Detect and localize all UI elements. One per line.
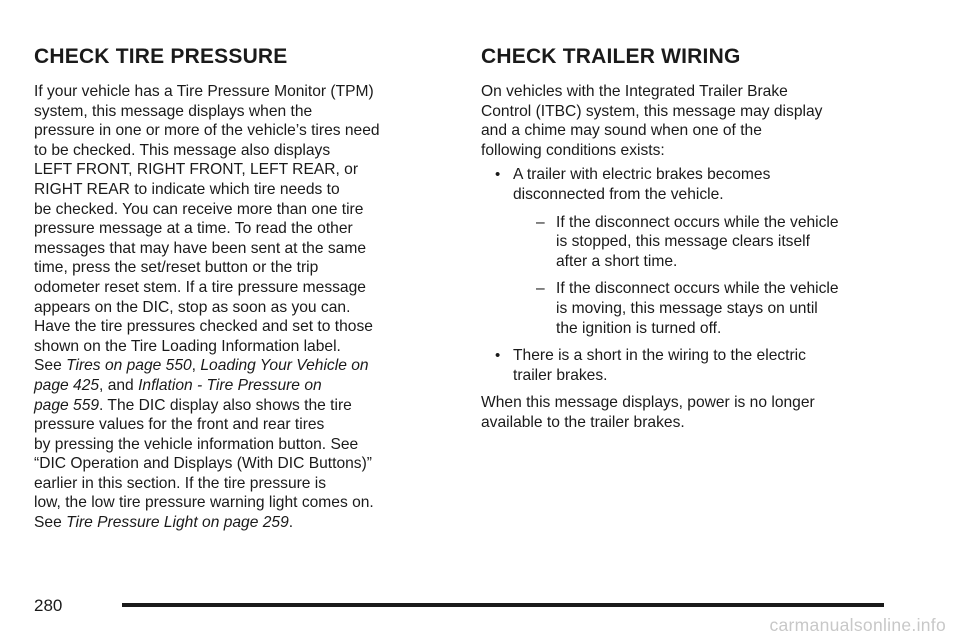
body-line: Have the tire pressures checked and set to those — [34, 318, 373, 336]
bullet-line: There is a short in the wiring to the electric — [513, 347, 806, 365]
ref-tires-link[interactable]: Tires on page 550 — [66, 357, 192, 375]
sub-line: is moving, this message stays on until — [556, 299, 818, 317]
section-title-trailer-wiring: CHECK TRAILER WIRING — [481, 45, 741, 68]
trailer-wiring-body — [481, 82, 911, 433]
body-line — [34, 356, 452, 376]
body-line — [34, 376, 452, 396]
body-line: time, press the set/reset button or the trip — [34, 259, 319, 277]
ref-tire-pressure-light-link[interactable]: Tire Pressure Light on page 259 — [66, 514, 289, 532]
bullet-line: A trailer with electric brakes becomes — [513, 166, 771, 184]
body-line: appears on the DIC, stop as soon as you can. — [34, 298, 351, 316]
bullet-item-short-wiring — [481, 346, 911, 385]
body-line: by pressing the vehicle information button. See — [34, 435, 359, 453]
ref-loading-vehicle-link[interactable]: Loading Your Vehicle on — [200, 357, 369, 375]
sub-item-moving — [481, 279, 911, 338]
body-line: LEFT FRONT, RIGHT FRONT, LEFT REAR, or — [34, 161, 359, 179]
intro-line: On vehicles with the Integrated Trailer Brake — [481, 83, 788, 100]
tire-pressure-body — [34, 82, 452, 533]
page-number: 280 — [34, 596, 63, 615]
body-line — [34, 396, 452, 416]
body-line: messages that may have been sent at the same — [34, 239, 366, 257]
ref-inflation-link[interactable]: Inflation - Tire Pressure on — [138, 376, 322, 394]
body-line: odometer reset stem. If a tire pressure message — [34, 278, 366, 296]
sub-item-stopped — [481, 213, 911, 272]
outro-paragraph — [481, 393, 911, 432]
body-line: earlier in this section. If the tire pressure is — [34, 474, 327, 492]
sub-line: after a short time. — [556, 252, 678, 270]
footer-divider — [122, 603, 884, 607]
body-line: shown on the Tire Loading Information label. — [34, 337, 341, 355]
bullet-dot-icon: • — [495, 166, 501, 184]
body-line: pressure in one or more of the vehicle’s tires need — [34, 122, 380, 140]
body-line: be checked. You can receive more than one tire — [34, 200, 364, 218]
body-line — [34, 513, 452, 533]
section-title-tire-pressure: CHECK TIRE PRESSURE — [34, 45, 288, 68]
comma-text: , — [191, 357, 201, 375]
period-text: . — [288, 514, 294, 532]
sub-line: is stopped, this message clears itself — [556, 233, 810, 251]
body-line: RIGHT REAR to indicate which tire needs to — [34, 180, 340, 198]
body-line: “DIC Operation and Displays (With DIC Buttons)” — [34, 455, 372, 473]
watermark-text: carmanualsonline.info — [769, 615, 946, 635]
body-line: system, this message displays when the — [34, 102, 313, 120]
continuation-text: . The DIC display also shows the tire — [99, 396, 352, 414]
bullet-line: trailer brakes. — [513, 366, 608, 384]
and-text: , and — [99, 376, 139, 394]
bullet-dot-icon: • — [495, 347, 501, 365]
dash-icon: – — [536, 280, 545, 298]
intro-line: following conditions exists: — [481, 141, 665, 159]
bullet-line: disconnected from the vehicle. — [513, 185, 724, 203]
left-column — [34, 44, 452, 533]
outro-line: When this message displays, power is no longer — [481, 394, 815, 412]
ref-inflation-page-link[interactable]: page 559 — [34, 396, 100, 414]
intro-line: and a chime may sound when one of the — [481, 122, 762, 140]
sub-line: If the disconnect occurs while the vehicle — [556, 280, 839, 298]
body-line: pressure message at a time. To read the other — [34, 220, 353, 238]
see-text: See — [34, 514, 67, 532]
body-line: pressure values for the front and rear tires — [34, 416, 325, 434]
see-text: See — [34, 357, 67, 375]
bullet-item-disconnected — [481, 165, 911, 204]
sub-line: the ignition is turned off. — [556, 319, 722, 337]
intro-line: Control (ITBC) system, this message may display — [481, 102, 823, 120]
body-line: to be checked. This message also displays — [34, 141, 331, 159]
sub-line: If the disconnect occurs while the vehicle — [556, 213, 839, 231]
dash-icon: – — [536, 213, 545, 231]
ref-loading-vehicle-page-link[interactable]: page 425 — [34, 376, 100, 394]
body-line: low, the low tire pressure warning light comes on. — [34, 494, 374, 512]
body-line: If your vehicle has a Tire Pressure Monitor (TPM) — [34, 83, 374, 100]
outro-line: available to the trailer brakes. — [481, 413, 685, 431]
right-column — [481, 44, 911, 433]
